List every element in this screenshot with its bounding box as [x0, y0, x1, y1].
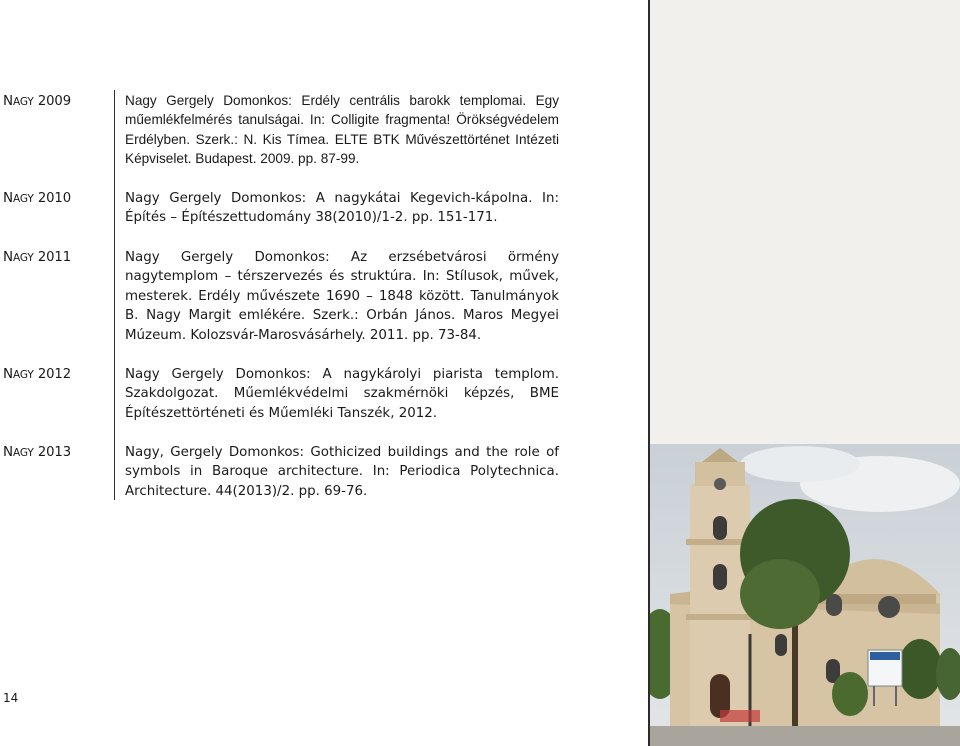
- church-illustration: [650, 444, 960, 746]
- bibliography-entry-2013: Nagy, Gergely Domonkos: Gothicized buildings and the role of symbols in Baroque architecture. In: Periodica Polytechnica. Architecture. 44(2013)/2. pp. 69-76.: [125, 445, 559, 499]
- bibliography-entry-2012: Nagy Gergely Domonkos: A nagykárolyi piarista templom. Szakdolgozat. Műemlékvédelmi szakmérnöki képzés, BME Építészettörténeti és Műemléki Tanszék, 2012.: [125, 367, 559, 421]
- bibliography-entry-2009: Nagy Gergely Domonkos: Erdély centrális barokk templomai. Egy műemlékfelmérés tanulságai. In: Colligite fragmenta! Örökségvédelem Erdélyben. Szerk.: N. Kis Tímea. ELTE BTK Művészettörténet Intézeti Képviselet. Budapest. 2009. pp. 87-99.: [125, 93, 559, 167]
- column-divider: [114, 90, 115, 500]
- citation-key-2013: NAGY 2013: [3, 444, 71, 460]
- citation-key-2009: NAGY 2009: [3, 93, 71, 109]
- bibliography-entry-2010: Nagy Gergely Domonkos: A nagykátai Kegevich-kápolna. In: Építés – Építészettudomány 38(2010)/1-2. pp. 151-171.: [125, 191, 559, 226]
- citation-key-2010: NAGY 2010: [3, 190, 71, 206]
- citation-key-2011: NAGY 2011: [3, 249, 71, 265]
- page-number: 14: [3, 691, 19, 705]
- bibliography-entry-2011: Nagy Gergely Domonkos: Az erzsébetvárosi örmény nagytemplom – térszervezés és struktúra. In: Stílusok, művek, mesterek. Erdély művészete 1690 – 1848 között. Tanulmányok B. Nagy Margit emlékére. Szerk.: Orbán János. Maros Megyei Múzeum. Kolozsvár-Marosvásárhely. 2011. pp. 73-84.: [125, 250, 559, 343]
- side-panel: [648, 0, 960, 746]
- citation-key-2012: NAGY 2012: [3, 366, 71, 382]
- church-photo: [650, 444, 960, 746]
